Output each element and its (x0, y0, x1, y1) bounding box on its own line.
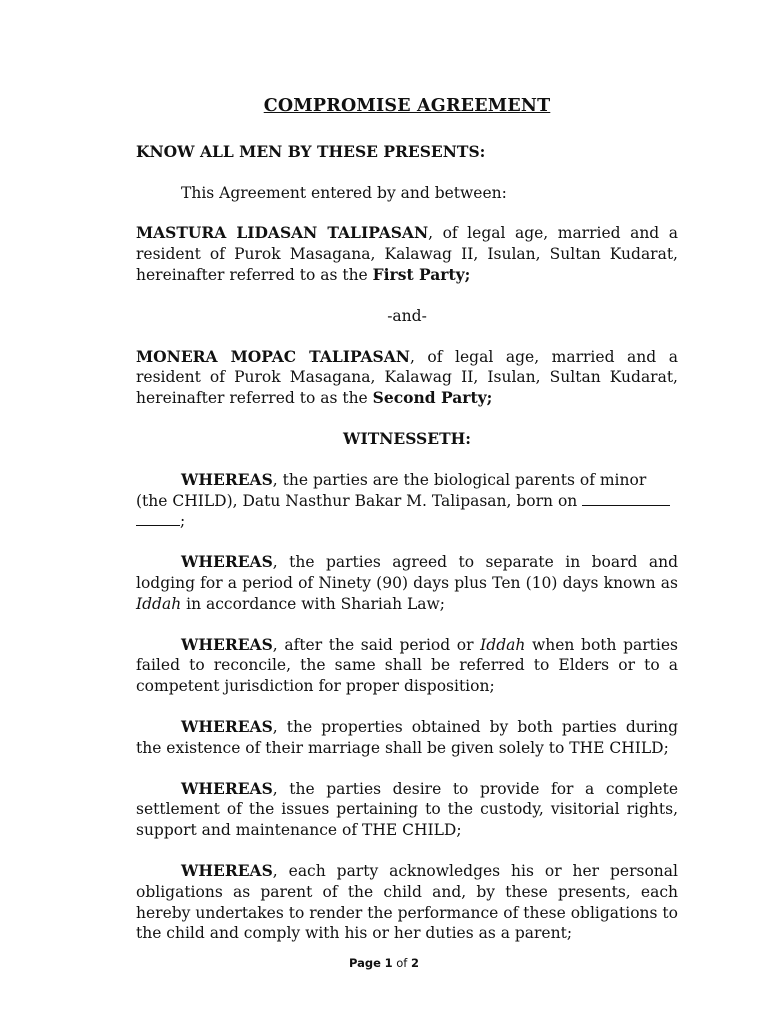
page-total: 2 (410, 956, 419, 970)
whereas-text: , the parties are the biological parents of minor (the CHILD), Datu Nasthur Bakar M. Talipasan, born on (136, 470, 647, 510)
and-separator: -and- (387, 306, 427, 325)
whereas-italic-term: Iddah (480, 635, 526, 654)
page-footer (0, 956, 768, 970)
whereas-keyword: WHEREAS (181, 716, 273, 736)
witnesseth-heading: WITNESSETH: (343, 428, 471, 448)
document-title: COMPROMISE AGREEMENT (263, 96, 551, 116)
whereas-keyword: WHEREAS (181, 860, 273, 880)
second-party-name: MONERA MOPAC TALIPASAN (136, 346, 410, 366)
second-party-paragraph (136, 347, 678, 409)
birth-date-blank (582, 491, 670, 506)
whereas-text: , each party acknowledges his or her personal obligations as parent of the child and, by these presents, each hereby undertakes to render the performance of these obligations to the child and comply with his or her duties as a parent; (136, 861, 678, 943)
first-party-label: First Party; (372, 264, 471, 284)
whereas-paragraph-6 (136, 861, 678, 944)
whereas-text-after: when both parties failed to reconcile, the same shall be referred to Elders or to a competent jurisdiction for proper disposition; (136, 635, 678, 696)
whereas-keyword: WHEREAS (181, 778, 273, 798)
whereas-text: , the parties desire to provide for a complete settlement of the issues pertaining to the custody, visitorial rights, support and maintenance of THE CHILD; (136, 779, 678, 840)
whereas-paragraph-5 (136, 779, 678, 841)
first-party-name: MASTURA LIDASAN TALIPASAN (136, 223, 429, 243)
whereas-paragraph-1 (136, 470, 678, 532)
second-party-text: , of legal age, married and a resident of Purok Masagana, Kalawag II, Isulan, Sultan Kudarat, hereinafter referred to as the (136, 347, 678, 408)
whereas-text: , after the said period or (272, 635, 481, 654)
page-word: Page (348, 956, 381, 970)
whereas-paragraph-3 (136, 635, 678, 697)
know-all-heading: KNOW ALL MEN BY THESE PRESENTS: (136, 141, 486, 161)
whereas-text-after: in accordance with Shariah Law; (181, 594, 446, 613)
first-party-text: , of legal age, married and a resident of Purok Masagana, Kalawag II, Isulan, Sultan Kudarat, hereinafter referred to as the (136, 224, 678, 284)
second-party-label: Second Party; (372, 388, 493, 408)
whereas-paragraph-2 (136, 552, 678, 614)
birth-date-blank-continued (136, 511, 180, 526)
whereas-italic-term: Iddah (136, 594, 182, 613)
of-word: of (396, 956, 408, 970)
page-current: 1 (384, 956, 393, 970)
intro-paragraph: This Agreement entered by and between: (181, 183, 507, 202)
document-body (136, 92, 678, 944)
whereas-text: , the parties agreed to separate in board and lodging for a period of Ninety (90) days plus Ten (10) days known as (136, 553, 678, 592)
first-party-paragraph (136, 223, 678, 285)
whereas-keyword: WHEREAS (181, 469, 273, 489)
whereas-text: , the properties obtained by both parties during the existence of their marriage shall be given solely to THE CHILD; (136, 717, 678, 757)
whereas-paragraph-4 (136, 717, 678, 759)
whereas-keyword: WHEREAS (181, 552, 273, 572)
whereas-keyword: WHEREAS (181, 634, 273, 654)
whereas-tail: ; (180, 512, 186, 531)
